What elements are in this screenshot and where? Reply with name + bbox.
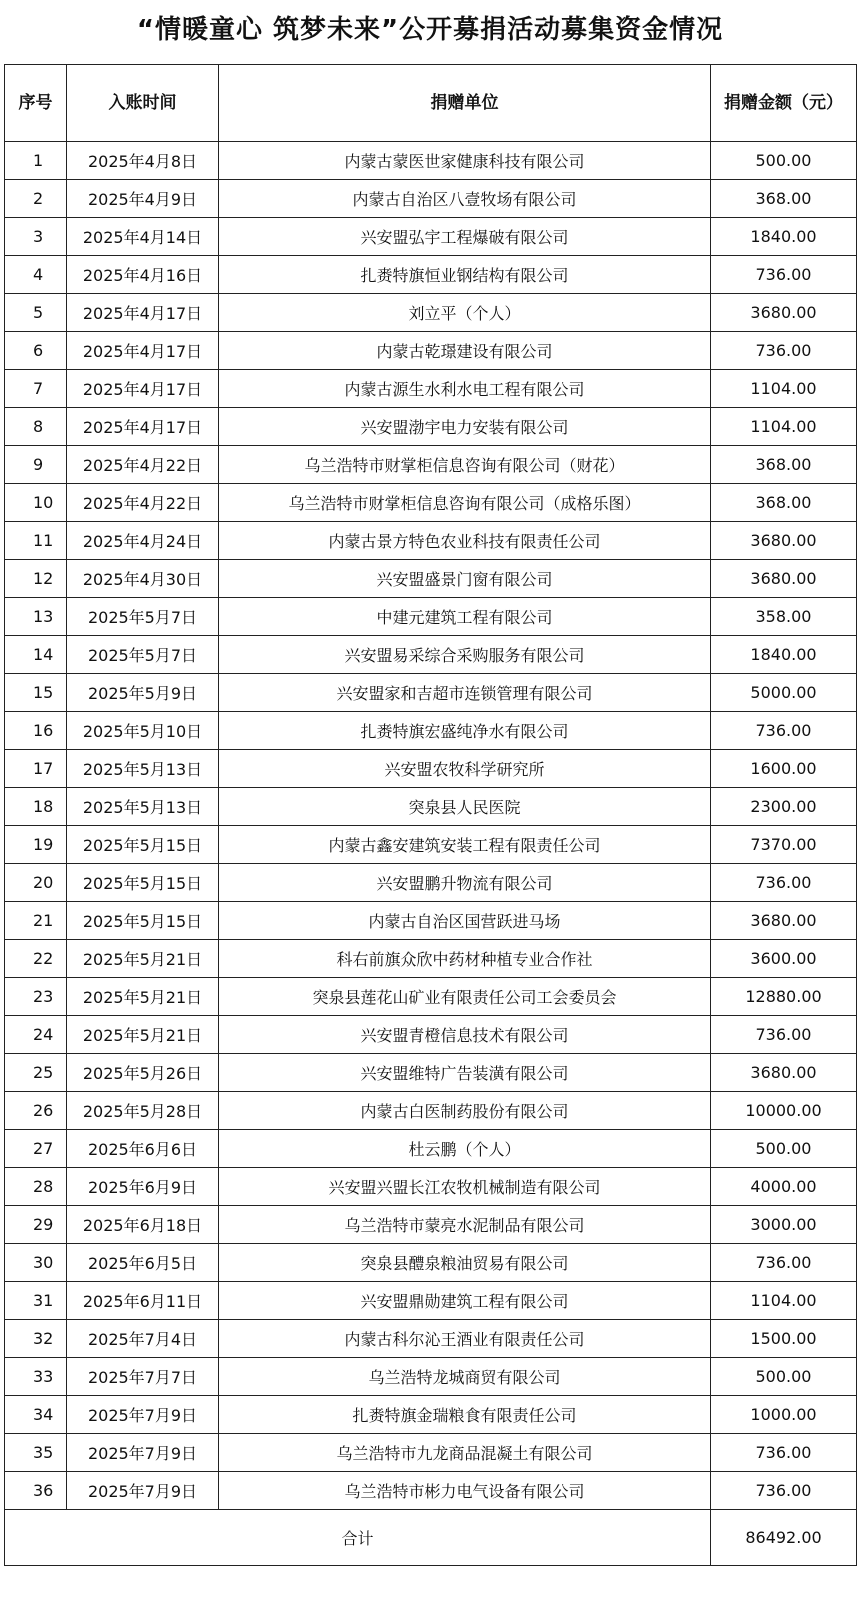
row-org: 乌兰浩特市蒙亮水泥制品有限公司 — [219, 1206, 711, 1244]
row-date: 2025年7月7日 — [67, 1358, 219, 1396]
row-org: 兴安盟鼎勋建筑工程有限公司 — [219, 1282, 711, 1320]
row-org: 突泉县莲花山矿业有限责任公司工会委员会 — [219, 978, 711, 1016]
table-row — [5, 750, 857, 788]
row-date: 2025年5月21日 — [67, 978, 219, 1016]
row-seq: 20 — [5, 864, 67, 902]
table-row — [5, 598, 857, 636]
row-seq: 28 — [5, 1168, 67, 1206]
row-amount: 3600.00 — [711, 940, 857, 978]
row-seq: 25 — [5, 1054, 67, 1092]
row-seq: 24 — [5, 1016, 67, 1054]
row-seq: 10 — [5, 484, 67, 522]
row-seq: 34 — [5, 1396, 67, 1434]
row-amount: 736.00 — [711, 332, 857, 370]
row-date: 2025年5月21日 — [67, 1016, 219, 1054]
row-amount: 1840.00 — [711, 218, 857, 256]
row-org: 乌兰浩特市彬力电气设备有限公司 — [219, 1472, 711, 1510]
table-row — [5, 1396, 857, 1434]
row-date: 2025年4月14日 — [67, 218, 219, 256]
row-date: 2025年5月28日 — [67, 1092, 219, 1130]
row-amount: 3680.00 — [711, 902, 857, 940]
row-date: 2025年7月4日 — [67, 1320, 219, 1358]
row-amount: 368.00 — [711, 484, 857, 522]
row-seq: 8 — [5, 408, 67, 446]
row-amount: 10000.00 — [711, 1092, 857, 1130]
row-amount: 3680.00 — [711, 522, 857, 560]
table-row — [5, 370, 857, 408]
table-row — [5, 294, 857, 332]
row-amount: 3680.00 — [711, 560, 857, 598]
table-row — [5, 1130, 857, 1168]
row-org: 扎赉特旗金瑞粮食有限责任公司 — [219, 1396, 711, 1434]
row-org: 兴安盟青橙信息技术有限公司 — [219, 1016, 711, 1054]
row-amount: 736.00 — [711, 712, 857, 750]
row-seq: 36 — [5, 1472, 67, 1510]
row-org: 兴安盟农牧科学研究所 — [219, 750, 711, 788]
row-org: 兴安盟家和吉超市连锁管理有限公司 — [219, 674, 711, 712]
table-row — [5, 1206, 857, 1244]
table-row — [5, 1472, 857, 1510]
row-seq: 23 — [5, 978, 67, 1016]
table-row — [5, 788, 857, 826]
row-amount: 1840.00 — [711, 636, 857, 674]
row-date: 2025年4月9日 — [67, 180, 219, 218]
row-org: 突泉县醴泉粮油贸易有限公司 — [219, 1244, 711, 1282]
row-org: 刘立平（个人） — [219, 294, 711, 332]
row-date: 2025年5月13日 — [67, 750, 219, 788]
row-org: 科右前旗众欣中药材种植专业合作社 — [219, 940, 711, 978]
row-date: 2025年7月9日 — [67, 1472, 219, 1510]
table-row — [5, 1320, 857, 1358]
row-amount: 368.00 — [711, 180, 857, 218]
row-seq: 2 — [5, 180, 67, 218]
row-amount: 1104.00 — [711, 408, 857, 446]
table-row — [5, 826, 857, 864]
row-org: 兴安盟盛景门窗有限公司 — [219, 560, 711, 598]
row-seq: 35 — [5, 1434, 67, 1472]
table-row — [5, 180, 857, 218]
row-seq: 14 — [5, 636, 67, 674]
row-amount: 736.00 — [711, 1244, 857, 1282]
row-date: 2025年4月24日 — [67, 522, 219, 560]
row-date: 2025年4月17日 — [67, 294, 219, 332]
row-seq: 16 — [5, 712, 67, 750]
row-seq: 31 — [5, 1282, 67, 1320]
row-org: 内蒙古自治区国营跃进马场 — [219, 902, 711, 940]
row-org: 中建元建筑工程有限公司 — [219, 598, 711, 636]
table-row — [5, 560, 857, 598]
row-seq: 6 — [5, 332, 67, 370]
row-date: 2025年4月17日 — [67, 408, 219, 446]
row-date: 2025年4月17日 — [67, 332, 219, 370]
row-seq: 17 — [5, 750, 67, 788]
row-amount: 1600.00 — [711, 750, 857, 788]
row-date: 2025年7月9日 — [67, 1396, 219, 1434]
row-date: 2025年4月22日 — [67, 446, 219, 484]
row-org: 兴安盟渤宇电力安装有限公司 — [219, 408, 711, 446]
row-seq: 26 — [5, 1092, 67, 1130]
row-amount: 368.00 — [711, 446, 857, 484]
table-row — [5, 1168, 857, 1206]
row-amount: 1500.00 — [711, 1320, 857, 1358]
table-row — [5, 218, 857, 256]
table-row — [5, 978, 857, 1016]
row-seq: 19 — [5, 826, 67, 864]
table-row — [5, 484, 857, 522]
row-date: 2025年5月9日 — [67, 674, 219, 712]
row-org: 兴安盟维特广告装潢有限公司 — [219, 1054, 711, 1092]
total-row — [5, 1510, 857, 1566]
row-seq: 29 — [5, 1206, 67, 1244]
row-seq: 1 — [5, 142, 67, 180]
table-row — [5, 1434, 857, 1472]
header-seq: 序号 — [5, 65, 67, 142]
table-row — [5, 256, 857, 294]
row-date: 2025年4月17日 — [67, 370, 219, 408]
table-row — [5, 674, 857, 712]
row-org: 乌兰浩特市财掌柜信息咨询有限公司（成格乐图） — [219, 484, 711, 522]
row-seq: 4 — [5, 256, 67, 294]
row-amount: 1104.00 — [711, 1282, 857, 1320]
row-seq: 11 — [5, 522, 67, 560]
row-amount: 3680.00 — [711, 1054, 857, 1092]
table-header-row — [5, 65, 857, 142]
row-date: 2025年4月22日 — [67, 484, 219, 522]
header-org: 捐赠单位 — [219, 65, 711, 142]
row-org: 兴安盟兴盟长江农牧机械制造有限公司 — [219, 1168, 711, 1206]
row-org: 扎赉特旗宏盛纯净水有限公司 — [219, 712, 711, 750]
table-row — [5, 408, 857, 446]
row-org: 内蒙古蒙医世家健康科技有限公司 — [219, 142, 711, 180]
row-amount: 500.00 — [711, 142, 857, 180]
table-row — [5, 1282, 857, 1320]
total-amount: 86492.00 — [711, 1510, 857, 1566]
table-row — [5, 636, 857, 674]
row-org: 兴安盟鹏升物流有限公司 — [219, 864, 711, 902]
row-date: 2025年6月6日 — [67, 1130, 219, 1168]
row-org: 内蒙古源生水利水电工程有限公司 — [219, 370, 711, 408]
total-label: 合计 — [5, 1510, 711, 1566]
row-amount: 500.00 — [711, 1130, 857, 1168]
table-row — [5, 712, 857, 750]
row-date: 2025年5月7日 — [67, 636, 219, 674]
row-amount: 1104.00 — [711, 370, 857, 408]
row-amount: 1000.00 — [711, 1396, 857, 1434]
row-seq: 33 — [5, 1358, 67, 1396]
header-amount: 捐赠金额（元） — [711, 65, 857, 142]
row-org: 突泉县人民医院 — [219, 788, 711, 826]
row-seq: 30 — [5, 1244, 67, 1282]
table-row — [5, 1092, 857, 1130]
row-seq: 7 — [5, 370, 67, 408]
row-seq: 9 — [5, 446, 67, 484]
row-date: 2025年4月16日 — [67, 256, 219, 294]
row-seq: 13 — [5, 598, 67, 636]
row-org: 内蒙古自治区八壹牧场有限公司 — [219, 180, 711, 218]
row-date: 2025年5月15日 — [67, 826, 219, 864]
row-org: 杜云鹏（个人） — [219, 1130, 711, 1168]
row-org: 乌兰浩特市九龙商品混凝土有限公司 — [219, 1434, 711, 1472]
row-date: 2025年4月8日 — [67, 142, 219, 180]
table-row — [5, 1016, 857, 1054]
row-org: 乌兰浩特市财掌柜信息咨询有限公司（财花） — [219, 446, 711, 484]
row-date: 2025年5月7日 — [67, 598, 219, 636]
row-amount: 2300.00 — [711, 788, 857, 826]
row-date: 2025年7月9日 — [67, 1434, 219, 1472]
row-org: 兴安盟易采综合采购服务有限公司 — [219, 636, 711, 674]
donation-table — [4, 64, 857, 1566]
row-date: 2025年5月13日 — [67, 788, 219, 826]
table-row — [5, 1358, 857, 1396]
row-org: 乌兰浩特龙城商贸有限公司 — [219, 1358, 711, 1396]
table-row — [5, 864, 857, 902]
row-org: 内蒙古科尔沁王酒业有限责任公司 — [219, 1320, 711, 1358]
row-seq: 32 — [5, 1320, 67, 1358]
table-row — [5, 940, 857, 978]
row-org: 内蒙古鑫安建筑安装工程有限责任公司 — [219, 826, 711, 864]
row-date: 2025年5月15日 — [67, 902, 219, 940]
row-amount: 3000.00 — [711, 1206, 857, 1244]
row-seq: 15 — [5, 674, 67, 712]
row-amount: 358.00 — [711, 598, 857, 636]
row-seq: 5 — [5, 294, 67, 332]
row-date: 2025年5月21日 — [67, 940, 219, 978]
row-date: 2025年4月30日 — [67, 560, 219, 598]
row-org: 内蒙古白医制药股份有限公司 — [219, 1092, 711, 1130]
table-row — [5, 446, 857, 484]
row-seq: 21 — [5, 902, 67, 940]
row-amount: 12880.00 — [711, 978, 857, 1016]
row-date: 2025年6月11日 — [67, 1282, 219, 1320]
row-date: 2025年5月15日 — [67, 864, 219, 902]
row-org: 扎赉特旗恒业钢结构有限公司 — [219, 256, 711, 294]
row-amount: 7370.00 — [711, 826, 857, 864]
row-org: 兴安盟弘宇工程爆破有限公司 — [219, 218, 711, 256]
row-amount: 500.00 — [711, 1358, 857, 1396]
row-amount: 3680.00 — [711, 294, 857, 332]
row-amount: 736.00 — [711, 864, 857, 902]
header-date: 入账时间 — [67, 65, 219, 142]
row-amount: 736.00 — [711, 1472, 857, 1510]
document-title: “情暖童心 筑梦未来”公开募捐活动募集资金情况 — [136, 15, 724, 45]
row-amount: 5000.00 — [711, 674, 857, 712]
row-amount: 736.00 — [711, 1016, 857, 1054]
table-row — [5, 332, 857, 370]
table-row — [5, 142, 857, 180]
row-amount: 736.00 — [711, 256, 857, 294]
table-row — [5, 902, 857, 940]
row-org: 内蒙古景方特色农业科技有限责任公司 — [219, 522, 711, 560]
row-amount: 736.00 — [711, 1434, 857, 1472]
table-row — [5, 1054, 857, 1092]
row-date: 2025年6月9日 — [67, 1168, 219, 1206]
row-date: 2025年6月18日 — [67, 1206, 219, 1244]
row-seq: 12 — [5, 560, 67, 598]
row-seq: 3 — [5, 218, 67, 256]
row-seq: 18 — [5, 788, 67, 826]
row-amount: 4000.00 — [711, 1168, 857, 1206]
table-row — [5, 522, 857, 560]
row-date: 2025年5月26日 — [67, 1054, 219, 1092]
table-row — [5, 1244, 857, 1282]
row-date: 2025年5月10日 — [67, 712, 219, 750]
table-body — [5, 142, 857, 1510]
row-seq: 22 — [5, 940, 67, 978]
row-org: 内蒙古乾璟建设有限公司 — [219, 332, 711, 370]
row-seq: 27 — [5, 1130, 67, 1168]
row-date: 2025年6月5日 — [67, 1244, 219, 1282]
